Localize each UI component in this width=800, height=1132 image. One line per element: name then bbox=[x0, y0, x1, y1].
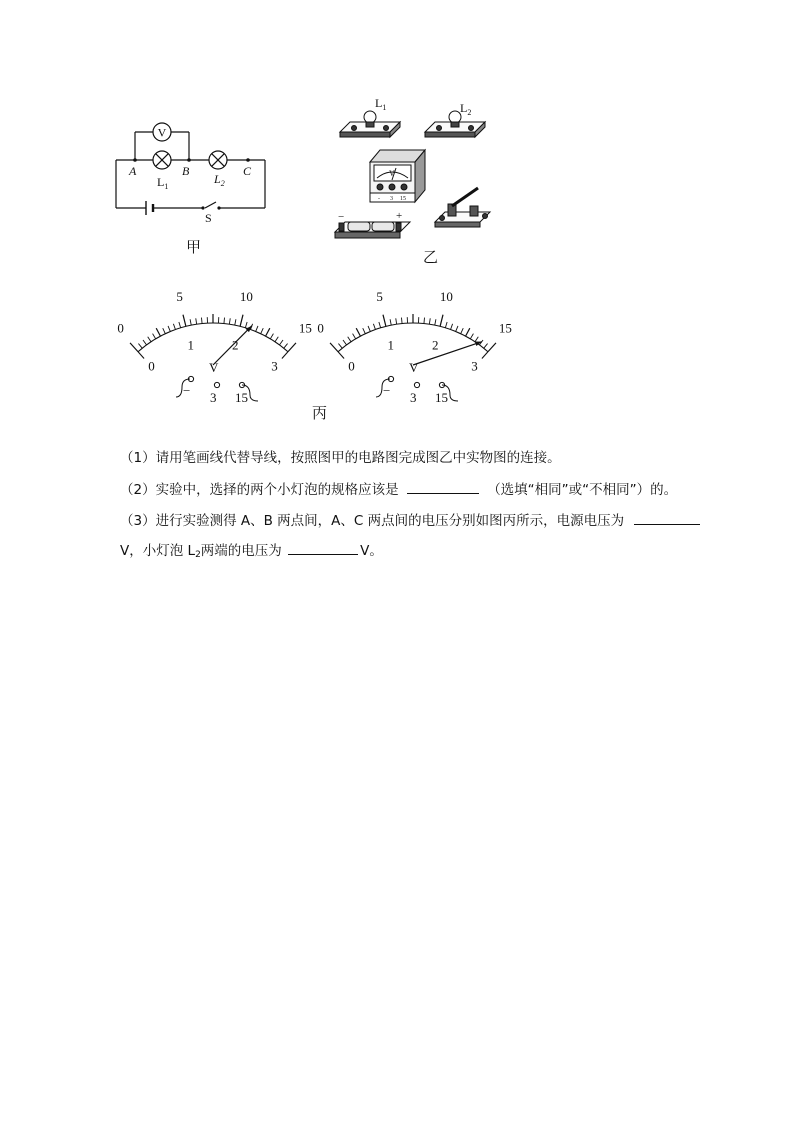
dial1-lower-0: 0 bbox=[148, 358, 155, 374]
dial-tick bbox=[456, 326, 458, 332]
dial1-terminal-3: 3 bbox=[210, 390, 217, 405]
figure-bing-caption: 丙 bbox=[312, 404, 328, 422]
dial2-terminal-15: 15 bbox=[435, 390, 448, 405]
box-terminal-3: 3 bbox=[390, 196, 393, 202]
dial-tick bbox=[143, 340, 147, 345]
switch-label: S bbox=[205, 211, 212, 225]
dial-tick bbox=[256, 326, 258, 332]
voltmeter-dial-2 bbox=[317, 285, 512, 410]
dial-tick bbox=[435, 319, 436, 325]
dial-tick bbox=[183, 315, 186, 327]
dial2-upper-10: 10 bbox=[439, 289, 453, 305]
dial-tick bbox=[279, 340, 283, 345]
dial-tick bbox=[338, 344, 342, 349]
knife-switch bbox=[435, 188, 490, 227]
dial-tick bbox=[179, 322, 181, 328]
box-meter-symbol: V bbox=[389, 169, 395, 178]
dial-tick bbox=[148, 337, 151, 342]
dial-tick bbox=[424, 318, 425, 324]
dial2-lower-2: 2 bbox=[432, 337, 439, 353]
battery-plus-label: + bbox=[396, 210, 403, 222]
question-3-sub: 2 bbox=[195, 550, 201, 560]
question-3-line-1 bbox=[120, 510, 700, 531]
dial2-upper-0: 0 bbox=[317, 320, 324, 336]
dial-tick bbox=[288, 343, 296, 352]
dial-tick bbox=[275, 337, 278, 342]
question-1: （1）请用笔画线代替导线，按照图甲的电路图完成图乙中实物图的连接。 bbox=[120, 450, 561, 466]
dial-tick bbox=[440, 315, 443, 327]
figure-yi-caption: 乙 bbox=[423, 248, 439, 266]
dial-tick bbox=[445, 322, 447, 328]
dial2-symbol: V bbox=[409, 360, 419, 375]
dial1-lower-2: 2 bbox=[232, 337, 239, 353]
dial-tick bbox=[224, 318, 225, 324]
figure-jia-caption: 甲 bbox=[186, 238, 202, 256]
dial2-terminal-minus: − bbox=[383, 383, 391, 398]
dial-end-line bbox=[138, 352, 144, 359]
dial1-terminal-minus: − bbox=[183, 383, 191, 398]
dial-tick bbox=[266, 328, 270, 336]
question-3-text-b: 两端的电压为 bbox=[200, 543, 282, 559]
board-lamp1-label: $L_1$ bbox=[375, 96, 387, 112]
dial-tick bbox=[451, 324, 453, 330]
dial2-terminal-3: 3 bbox=[410, 390, 417, 405]
box-terminal-15: 15 bbox=[400, 196, 406, 202]
dial-tick bbox=[470, 334, 473, 339]
dial-tick bbox=[240, 315, 243, 327]
dial-tick bbox=[466, 328, 470, 336]
answer-blank-spec[interactable] bbox=[407, 479, 479, 494]
dial1-lower-3: 3 bbox=[271, 358, 278, 374]
dial1-upper-10: 10 bbox=[239, 289, 253, 305]
lamp-board-1 bbox=[340, 111, 400, 137]
dial-tick bbox=[484, 344, 488, 349]
dial1-upper-0: 0 bbox=[117, 320, 124, 336]
dial-tick bbox=[429, 318, 430, 324]
dial-tick bbox=[229, 318, 230, 324]
dial-tick bbox=[284, 344, 288, 349]
dial-tick bbox=[261, 328, 264, 333]
dial2-lower-1: 1 bbox=[387, 337, 394, 353]
dial1-lower-1: 1 bbox=[187, 337, 194, 353]
question-2-suffix: （选填“相同”或“不相同”）的。 bbox=[487, 482, 678, 498]
dial1-symbol: V bbox=[209, 360, 219, 375]
question-2 bbox=[120, 479, 677, 500]
dial1-terminal-15: 15 bbox=[235, 390, 248, 405]
dial-end-line bbox=[282, 352, 288, 359]
dial-terminal-post bbox=[414, 382, 419, 387]
question-3-text: （3）进行实验测得 A、B 两点间，A、C 两点间的电压分别如图丙所示，电源电压为 bbox=[120, 513, 625, 529]
voltmeter-box bbox=[370, 150, 425, 202]
point-c-label: C bbox=[243, 164, 252, 178]
dial-tick bbox=[353, 334, 356, 339]
box-terminal-minus: - bbox=[378, 196, 380, 202]
dial-tick bbox=[390, 319, 391, 325]
dial-tick bbox=[245, 322, 247, 328]
dial-tick bbox=[190, 319, 191, 325]
dial-tick bbox=[373, 324, 375, 330]
dial-tick bbox=[130, 343, 138, 352]
dial-tick bbox=[156, 328, 160, 336]
components-figure-yi bbox=[330, 92, 510, 252]
battery-minus-label: − bbox=[338, 211, 345, 223]
dial-tick bbox=[138, 344, 142, 349]
dial-tick bbox=[379, 322, 381, 328]
dial2-upper-15: 15 bbox=[498, 320, 512, 336]
question-3-unit-c: V。 bbox=[360, 543, 383, 559]
question-2-prefix: （2）实验中，选择的两个小灯泡的规格应该是 bbox=[120, 482, 399, 498]
dial-tick bbox=[168, 326, 170, 332]
lamp-board-2 bbox=[425, 111, 485, 137]
dial-tick bbox=[270, 334, 273, 339]
voltmeter-label: V bbox=[157, 125, 167, 140]
dial-tick bbox=[383, 315, 386, 327]
question-3-line-2 bbox=[120, 540, 383, 565]
dial2-upper-5: 5 bbox=[376, 289, 383, 305]
dial-tick bbox=[235, 319, 236, 325]
dial-tick bbox=[475, 337, 478, 342]
dial-tick bbox=[330, 343, 338, 352]
dial-end-line bbox=[338, 352, 344, 359]
answer-blank-source-voltage[interactable] bbox=[634, 510, 700, 525]
dial2-lower-0: 0 bbox=[348, 358, 355, 374]
circuit-diagram-jia bbox=[110, 118, 275, 225]
point-b-label: B bbox=[182, 164, 190, 178]
board-lamp2-label: $L_2$ bbox=[460, 101, 472, 117]
dial-tick bbox=[461, 328, 464, 333]
dial-terminal-post bbox=[214, 382, 219, 387]
answer-blank-l2-voltage[interactable] bbox=[288, 540, 358, 555]
dial-tick bbox=[363, 328, 366, 333]
dial-tick bbox=[401, 318, 402, 324]
dial-tick bbox=[488, 343, 496, 352]
dial-tick bbox=[343, 340, 347, 345]
dial-arc bbox=[138, 323, 288, 352]
dial1-upper-15: 15 bbox=[298, 320, 312, 336]
dial-tick bbox=[368, 326, 370, 332]
dial-tick bbox=[153, 334, 156, 339]
dial-end-line bbox=[482, 352, 488, 359]
point-a-label: A bbox=[129, 164, 137, 178]
lamp2-label: $L_2$ bbox=[214, 172, 225, 188]
dial-tick bbox=[163, 328, 166, 333]
dial-tick bbox=[196, 318, 197, 324]
question-3-unit-a: V，小灯泡 L bbox=[120, 543, 196, 559]
dial2-lower-3: 3 bbox=[471, 358, 478, 374]
dial-tick bbox=[173, 324, 175, 330]
dial-tick bbox=[396, 318, 397, 324]
dial-tick bbox=[356, 328, 360, 336]
dial-tick bbox=[348, 337, 351, 342]
battery-holder bbox=[335, 222, 410, 238]
voltmeter-dial-1 bbox=[117, 285, 312, 410]
lamp1-label: $L_1$ bbox=[157, 175, 169, 191]
dial-tick bbox=[201, 318, 202, 324]
dial1-upper-5: 5 bbox=[176, 289, 183, 305]
